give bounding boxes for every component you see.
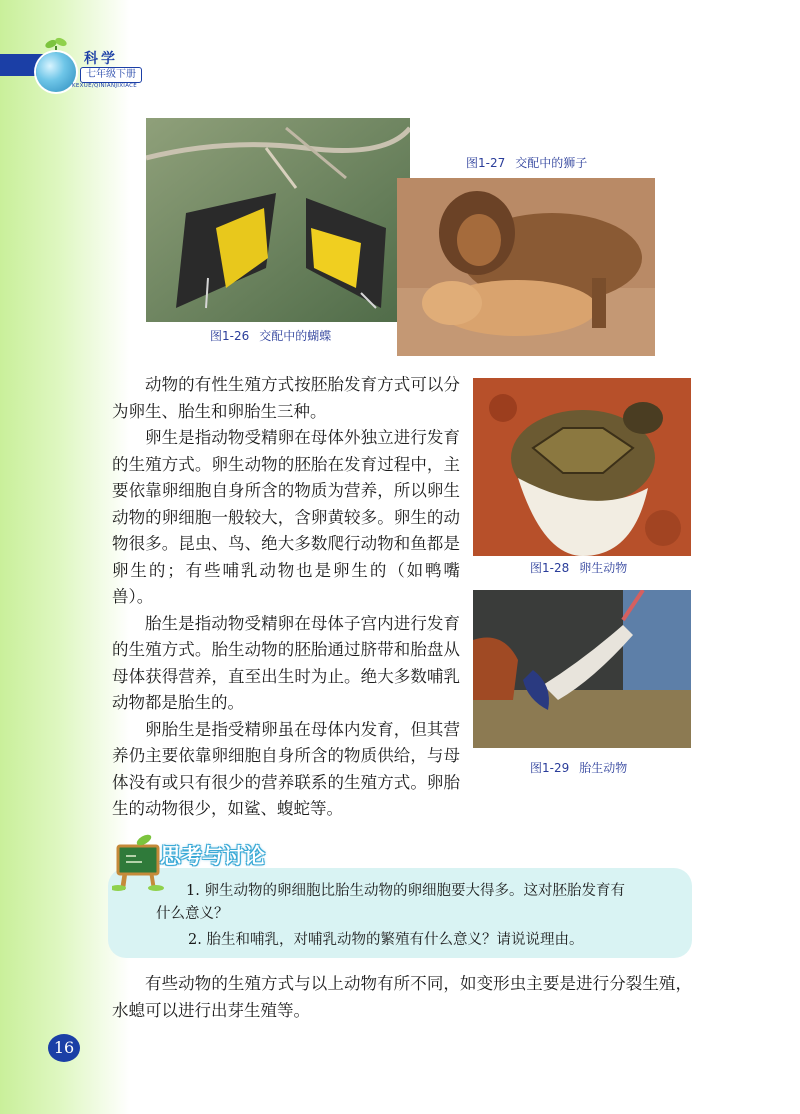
header-subject: 科学	[84, 51, 118, 67]
globe-logo-icon	[36, 52, 76, 92]
paragraph-reproduction-types: 动物的有性生殖方式按胚胎发育方式可以分为卵生、胎生和卵胎生三种。	[112, 375, 460, 421]
paragraph-other-reproduction: 有些动物的生殖方式与以上动物有所不同，如变形虫主要是进行分裂生殖，水螅可以进行出芽生殖等。	[112, 974, 692, 1020]
paragraph-viviparity: 胎生是指动物受精卵在母体子宫内进行发育的生殖方式。胎生动物的胚胎通过脐带和胎盘从母体获得营养，直至出生时为止。绝大多数哺乳动物都是胎生的。	[112, 613, 460, 712]
fig28-text: 卵生动物	[579, 561, 628, 575]
fig28-number: 图1-28	[530, 561, 570, 575]
page-number: 16	[48, 1034, 80, 1062]
fig26-text: 交配中的蝴蝶	[259, 329, 332, 343]
chalkboard-icon	[112, 832, 164, 892]
calf-birth-photo	[473, 590, 691, 748]
fig26-number: 图1-26	[210, 329, 250, 343]
butterfly-photo	[146, 118, 410, 322]
turtle-hatching-photo	[473, 378, 691, 556]
fig27-number: 图1-27	[466, 156, 506, 170]
fig29-text: 胎生动物	[579, 761, 628, 775]
paragraph-oviparity: 卵生是指动物受精卵在母体外独立进行发育的生殖方式。卵生动物的胚胎在发育过程中，主要依靠卵细胞自身所含的物质为营养，所以卵生动物的卵细胞一般较大，含卵黄较多。卵生的动物很多。昆虫、鸟、绝大多数爬行动物和鱼都是卵生的；有些哺乳动物也是卵生的（如鸭嘴兽）。	[112, 428, 460, 606]
fig26-caption	[210, 327, 331, 344]
main-text	[112, 372, 460, 823]
paragraph-ovoviviparity: 卵胎生是指受精卵虽在母体内发育，但其营养仍主要依靠卵细胞自身所含的物质供给，与母体没有或只有很少的营养联系的生殖方式。卵胎生的动物很少，如鲨、蝮蛇等。	[112, 719, 460, 818]
fig29-caption	[530, 759, 627, 776]
fig29-number: 图1-29	[530, 761, 570, 775]
discussion-title: 思考与讨论	[160, 844, 265, 868]
fig27-text: 交配中的狮子	[515, 156, 588, 170]
question-1-line-2: 什么意义？	[156, 906, 229, 922]
lion-photo	[397, 178, 655, 356]
question-1-line-1: 1. 卵生动物的卵细胞比胎生动物的卵细胞要大得多。这对胚胎发育有	[186, 883, 625, 899]
header-grade: 七年级下册	[80, 67, 142, 83]
closing-text	[112, 970, 692, 1024]
question-2: 2. 胎生和哺乳，对哺乳动物的繁殖有什么意义？请说说理由。	[188, 932, 584, 948]
header-pinyin: KEXUE/QINIANJIXIACE	[72, 83, 138, 89]
fig28-caption	[530, 559, 627, 576]
fig27-caption	[466, 154, 587, 171]
